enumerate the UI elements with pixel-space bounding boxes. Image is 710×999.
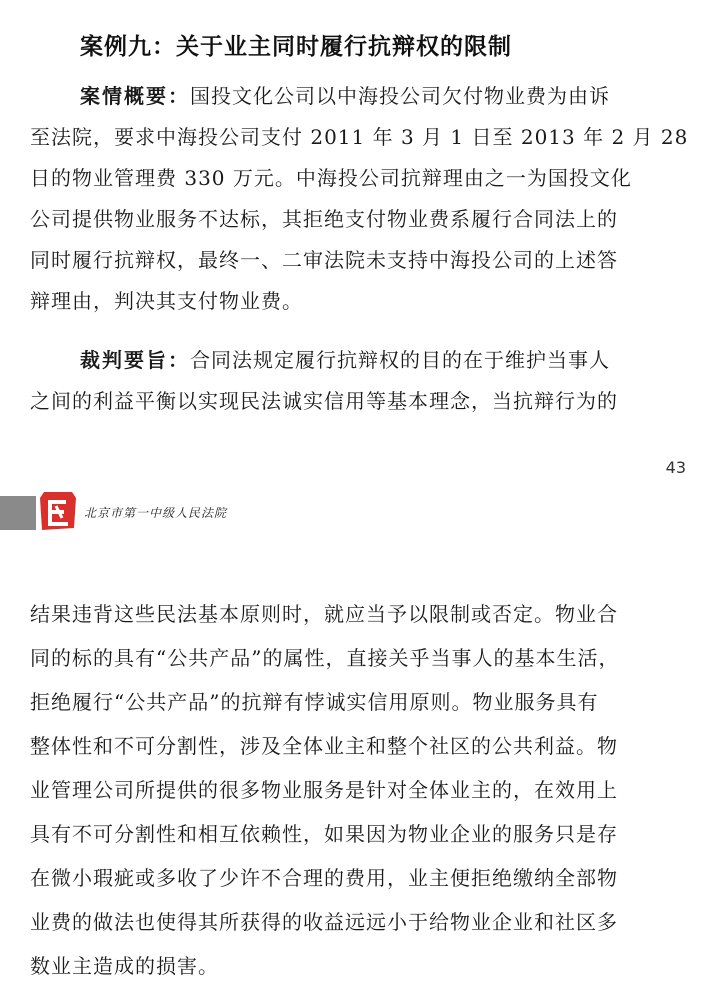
continued-line-3: 拒绝履行“公共产品”的抗辩有悖诚实信用原则。物业服务具有 xyxy=(30,690,599,714)
court-header xyxy=(0,488,710,538)
case-summary-paragraph xyxy=(30,76,689,322)
continued-line-9: 数业主造成的损害。 xyxy=(30,954,219,978)
continued-line-4: 整体性和不可分割性，涉及全体业主和整个社区的公共利益。物 xyxy=(30,734,618,758)
continued-line-7: 在微小瑕疵或多收了少许不合理的费用，业主便拒绝缴纳全部物 xyxy=(30,866,618,890)
continued-line-8: 业费的做法也使得其所获得的收益远远小于给物业企业和社区多 xyxy=(30,910,618,934)
continued-line-5: 业管理公司所提供的很多物业服务是针对全体业主的，在效用上 xyxy=(30,778,618,802)
summary-line-5: 同时履行抗辩权，最终一、二审法院未支持中海投公司的上述答 xyxy=(30,248,618,272)
continued-paragraph xyxy=(30,592,680,988)
holding-label: 裁判要旨： xyxy=(80,348,190,372)
court-logo-icon xyxy=(36,488,80,534)
page-number: 43 xyxy=(665,458,686,477)
holding-paragraph xyxy=(30,340,680,422)
court-name: 北京市第一中级人民法院 xyxy=(84,506,228,520)
summary-label: 案情概要： xyxy=(80,84,190,108)
summary-line-2: 至法院，要求中海投公司支付 2011 年 3 月 1 日至 2013 年 2 月 28 xyxy=(30,125,689,149)
summary-line-4: 公司提供物业服务不达标，其拒绝支付物业费系履行合同法上的 xyxy=(30,207,618,231)
holding-line-1 xyxy=(30,340,680,381)
continued-line-1: 结果违背这些民法基本原则时，就应当予以限制或否定。物业合 xyxy=(30,602,618,626)
summary-line-3: 日的物业管理费 330 万元。中海投公司抗辩理由之一为国投文化 xyxy=(30,166,632,190)
header-gray-bar xyxy=(0,496,36,530)
continued-line-2: 同的标的具有“公共产品”的属性，直接关乎当事人的基本生活， xyxy=(30,646,620,670)
continued-line-6: 具有不可分割性和相互依赖性，如果因为物业企业的服务只是存 xyxy=(30,822,618,846)
case-title: 案例九：关于业主同时履行抗辩权的限制 xyxy=(80,34,512,60)
summary-line-1 xyxy=(30,76,680,117)
holding-line-2: 之间的利益平衡以实现民法诚实信用等基本理念，当抗辩行为的 xyxy=(30,389,618,413)
summary-line-6: 辩理由，判决其支付物业费。 xyxy=(30,289,303,313)
summary-text-1: 国投文化公司以中海投公司欠付物业费为由诉 xyxy=(190,84,610,108)
holding-text-1: 合同法规定履行抗辩权的目的在于维护当事人 xyxy=(190,348,610,372)
